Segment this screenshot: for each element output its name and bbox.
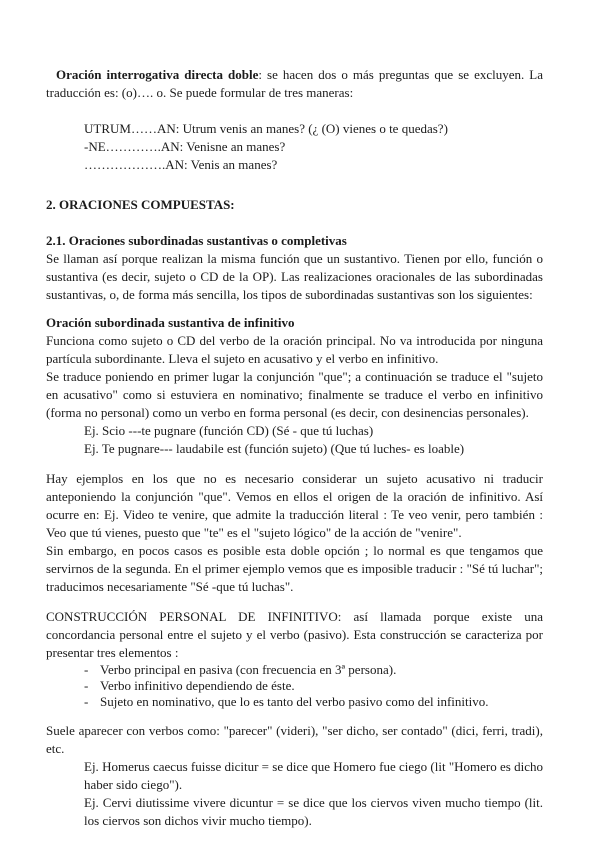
paragraph-se-traduce: Se traduce poniendo en primer lugar la conjunción "que"; a continuación se traduce el "sujeto en acusativo" como si estuviera en nominativo; finalmente se traduce el verbo en infinitivo (forma no personal) como un verbo en forma personal (es decir, con desinencias personales). [46, 369, 543, 420]
paragraph-construccion-personal: CONSTRUCCIÓN PERSONAL DE INFINITIVO: así llamada porque existe una concordancia personal entre el sujeto y el verbo (pasivo). Esta construcción se caracteriza por presentar tres elementos : [46, 609, 543, 660]
list-item-text: Verbo infinitivo dependiendo de éste. [100, 678, 295, 693]
list-item-marker: - [84, 662, 89, 677]
list-item [46, 662, 543, 678]
list-item-marker: - [84, 678, 89, 693]
utrum-line: -NE………….AN: Venisne an manes? [84, 139, 286, 154]
ejemplo-homerus: Ej. Homerus caecus fuisse dicitur = se dice que Homero fue ciego (lit "Homero es dicho haber sido ciego"). [84, 759, 543, 792]
utrum-line: UTRUM……AN: Utrum venis an manes? (¿ (O) vienes o te quedas?) [84, 121, 448, 136]
list-item-marker: - [84, 694, 89, 709]
paragraph-interrogativa [46, 66, 543, 102]
ejemplo-line: Ej. Te pugnare--- laudabile est (función sujeto) (Que tú luches- es loable) [84, 441, 465, 456]
list-item-text: Sujeto en nominativo, que lo es tanto del verbo pasivo como del infinitivo. [100, 694, 489, 709]
paragraph-funciona: Funciona como sujeto o CD del verbo de la oración principal. No va introducida por ninguna partícula subordinante. Lleva el sujeto en acusativo y el verbo en infinitivo. [46, 333, 543, 366]
paragraph-suele-aparecer: Suele aparecer con verbos como: "parecer" (videri), "ser dicho, ser contado" (dici, ferri, tradi), etc. [46, 723, 543, 756]
paragraph-lead-bold: Oración interrogativa directa doble [56, 67, 259, 82]
ejemplo-scio-block [46, 422, 543, 458]
list-item [46, 694, 543, 710]
paragraph-sin-embargo: Sin embargo, en pocos casos es posible esta doble opción ; lo normal es que tengamos que servirnos de la segunda. En el primer ejemplo vemos que es imposible traducir : "Sé tú luchar"; traducimos necesariamente "Sé -que tú luchas". [46, 543, 543, 594]
utrum-line: ……………….AN: Venis an manes? [84, 157, 278, 172]
construccion-elementos-list [46, 662, 543, 710]
paragraph-hay-ejemplos: Hay ejemplos en los que no es necesario considerar un sujeto acusativo ni traducir anteponiendo la conjunción "que". Vemos en ellos el origen de la oración de infinitivo. Así ocurre en: Ej. Video te venire, que admite la traducción literal : Te veo venir, pero también : Veo que tú vienes, puesto que "te" es el "sujeto lógico" de la acción de "venire". [46, 471, 543, 540]
paragraph-lead-rest: : se hacen dos o más preguntas que se excluyen. La traducción es: (o)…. o. Se puede formular de tres maneras: [46, 67, 543, 100]
ejemplo-cervi: Ej. Cervi diutissime vivere dicuntur = se dice que los ciervos viven mucho tiempo (lit. los ciervos son dichos vivir mucho tiempo). [84, 795, 543, 828]
paragraph-sustantivas: Se llaman así porque realizan la misma función que un sustantivo. Tienen por ello, función o sustantiva (es decir, sujeto o CD de la OP). Las realizaciones oracionales de las subordinadas sustantivas, o, de forma más sencilla, los tipos de subordinadas sustantivas son los siguientes: [46, 251, 543, 302]
list-item-text: Verbo principal en pasiva (con frecuencia en 3ª persona). [100, 662, 397, 677]
heading-oraciones-compuestas: 2. ORACIONES COMPUESTAS: [46, 197, 235, 212]
heading-subordinadas-sustantivas: 2.1. Oraciones subordinadas sustantivas o completivas [46, 233, 347, 248]
ejemplo-line: Ej. Scio ---te pugnare (función CD) (Sé - que tú luchas) [84, 423, 374, 438]
list-item [46, 678, 543, 694]
heading-sustantiva-infinitivo: Oración subordinada sustantiva de infinitivo [46, 315, 295, 330]
utrum-example-block [46, 120, 543, 174]
